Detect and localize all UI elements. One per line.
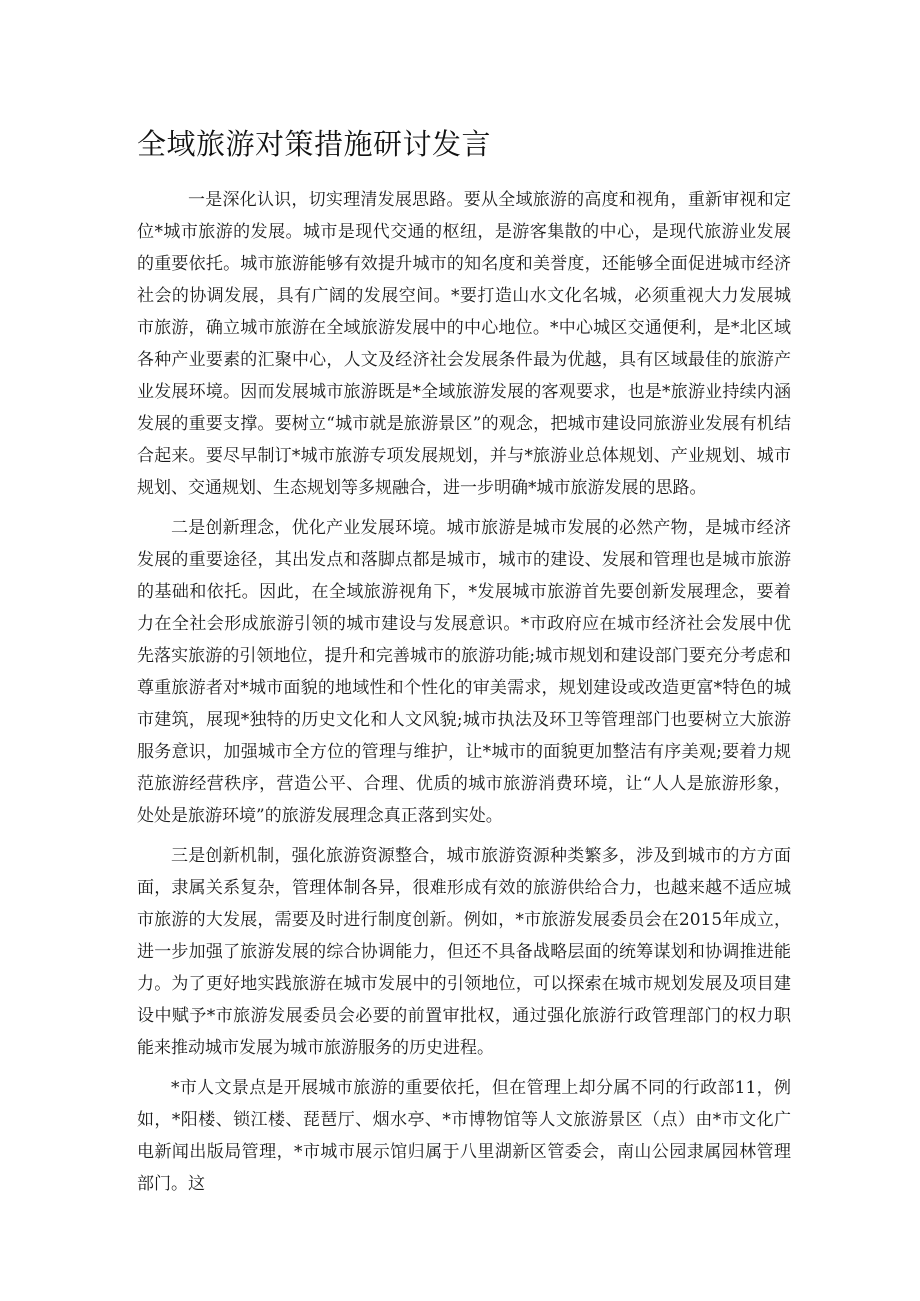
- paragraph-cultural-sites: *市人文景点是开展城市旅游的重要依托，但在管理上却分属不同的行政部11，例如，*阳楼、锁江楼、琵琶厅、烟水亭、*市博物馆等人文旅游景区（点）由*市文化广电新闻出版局管理，*市城市展示馆归属于八里湖新区管委会，南山公园隶属园林管理部门。这: [137, 1078, 791, 1194]
- paragraph-deepen-understanding: 一是深化认识，切实理清发展思路。要从全域旅游的高度和视角，重新审视和定位*城市旅游的发展。城市是现代交通的枢纽，是游客集散的中心，是现代旅游业发展的重要依托。城市旅游能够有效提升城市的知名度和美誉度，还能够全面促进城市经济社会的协调发展，具有广阔的发展空间。*要打造山水文化名城，必须重视大力发展城市旅游，确立城市旅游在全域旅游发展中的中心地位。*中心城区交通便利，是*北区域各种产业要素的汇聚中心，人文及经济社会发展条件最为优越，具有区域最佳的旅游产业发展环境。因而发展城市旅游既是*全域旅游发展的客观要求，也是*旅游业持续内涵发展的重要支撑。要树立“城市就是旅游景区”的观念，把城市建设同旅游业发展有机结合起来。要尽早制订*城市旅游专项发展规划，并与*旅游业总体规划、产业规划、城市规划、交通规划、生态规划等多规融合，进一步明确*城市旅游发展的思路。: [137, 190, 791, 498]
- paragraph-innovate-concepts: 二是创新理念，优化产业发展环境。城市旅游是城市发展的必然产物，是城市经济发展的重要途径，其出发点和落脚点都是城市，城市的建设、发展和管理也是城市旅游的基础和依托。因此，在全域旅游视角下，*发展城市旅游首先要创新发展理念，要着力在全社会形成旅游引领的城市建设与发展意识。*市政府应在城市经济社会发展中优先落实旅游的引领地位，提升和完善城市的旅游功能;城市规划和建设部门要充分考虑和尊重旅游者对*城市面貌的地域性和个性化的审美需求，规划建设或改造更富*特色的城市建筑，展现*独特的历史文化和人文风貌;城市执法及环卫等管理部门也要树立大旅游服务意识，加强城市全方位的管理与维护，让*城市的面貌更加整洁有序美观;要着力规范旅游经营秩序，营造公平、合理、优质的城市旅游消费环境，让“人人是旅游形象，处处是旅游环境”的旅游发展理念真正落到实处。: [137, 518, 791, 826]
- document-body: [137, 184, 791, 1200]
- document-title: 全域旅游对策措施研讨发言: [137, 127, 492, 161]
- paragraph-innovate-mechanisms: 三是创新机制，强化旅游资源整合，城市旅游资源种类繁多，涉及到城市的方方面面，隶属关系复杂，管理体制各异，很难形成有效的旅游供给合力，也越来越不适应城市旅游的大发展，需要及时进行制度创新。例如，*市旅游发展委员会在2015年成立，进一步加强了旅游发展的综合协调能力，但还不具备战略层面的统筹谋划和协调推进能力。为了更好地实践旅游在城市发展中的引领地位，可以探索在城市规划发展及项目建设中赋予*市旅游发展委员会必要的前置审批权，通过强化旅游行政管理部门的权力职能来推动城市发展为城市旅游服务的历史进程。: [137, 846, 791, 1058]
